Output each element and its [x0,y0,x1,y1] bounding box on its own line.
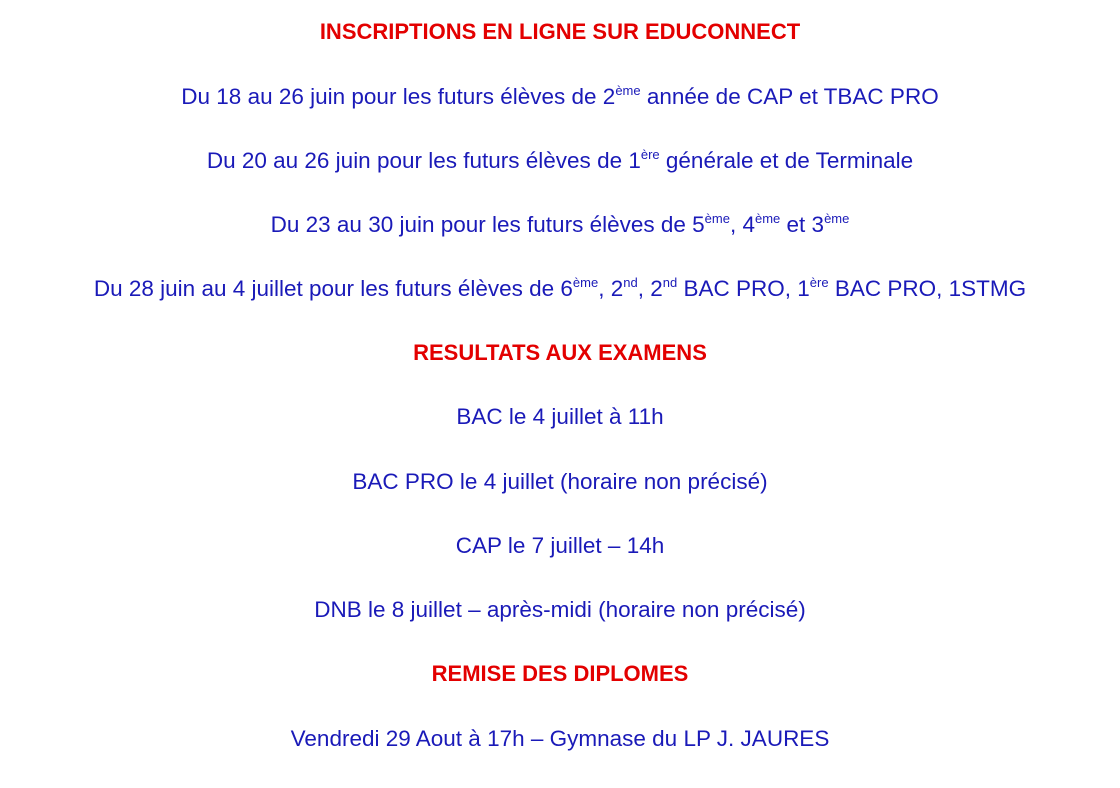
resultat-cap: CAP le 7 juillet – 14h [455,533,665,558]
resultat-dnb: DNB le 8 juillet – après-midi (horaire non précisé) [314,597,806,622]
resultat-bac-pro: BAC PRO le 4 juillet (horaire non précisé) [352,469,768,494]
inscription-line-cap-tbac [0,82,1120,112]
superscript: nd [662,274,678,290]
superscript: ème [754,210,781,226]
inscription-line-sixieme-seconde [0,274,1120,304]
text-segment: Du 20 au 26 juin pour les futurs élèves de 1 [206,148,641,173]
text-segment: BAC PRO, 1STMG [828,276,1027,301]
inscriptions-heading: INSCRIPTIONS EN LIGNE SUR EDUCONNECT [319,19,801,44]
text-segment: Du 18 au 26 juin pour les futurs élèves de 2 [181,84,616,109]
remise-detail: Vendredi 29 Aout à 17h – Gymnase du LP J. JAURES [290,726,830,751]
resultat-bac: BAC le 4 juillet à 11h [456,404,664,429]
superscript: ème [824,210,850,226]
resultats-heading: RESULTATS AUX EXAMENS [413,340,707,365]
superscript: ème [572,274,599,290]
superscript: ère [809,274,829,290]
text-segment: BAC PRO, 1 [677,276,810,301]
inscription-line-premiere-terminale [0,146,1120,176]
text-segment: et 3 [780,212,825,237]
text-segment: , 4 [729,212,755,237]
remise-heading: REMISE DES DIPLOMES [431,661,689,686]
inscription-line-college [0,210,1120,240]
superscript: ème [615,82,641,98]
superscript: ème [704,210,730,226]
text-segment: Du 23 au 30 juin pour les futurs élèves de 5 [270,212,705,237]
superscript: ère [640,146,660,162]
text-segment: année de CAP et TBAC PRO [640,84,939,109]
text-segment: , 2 [598,276,624,301]
text-segment: , 2 [637,276,663,301]
superscript: nd [623,274,638,290]
text-segment: générale et de Terminale [659,148,914,173]
text-segment: Du 28 juin au 4 juillet pour les futurs élèves de 6 [93,276,573,301]
